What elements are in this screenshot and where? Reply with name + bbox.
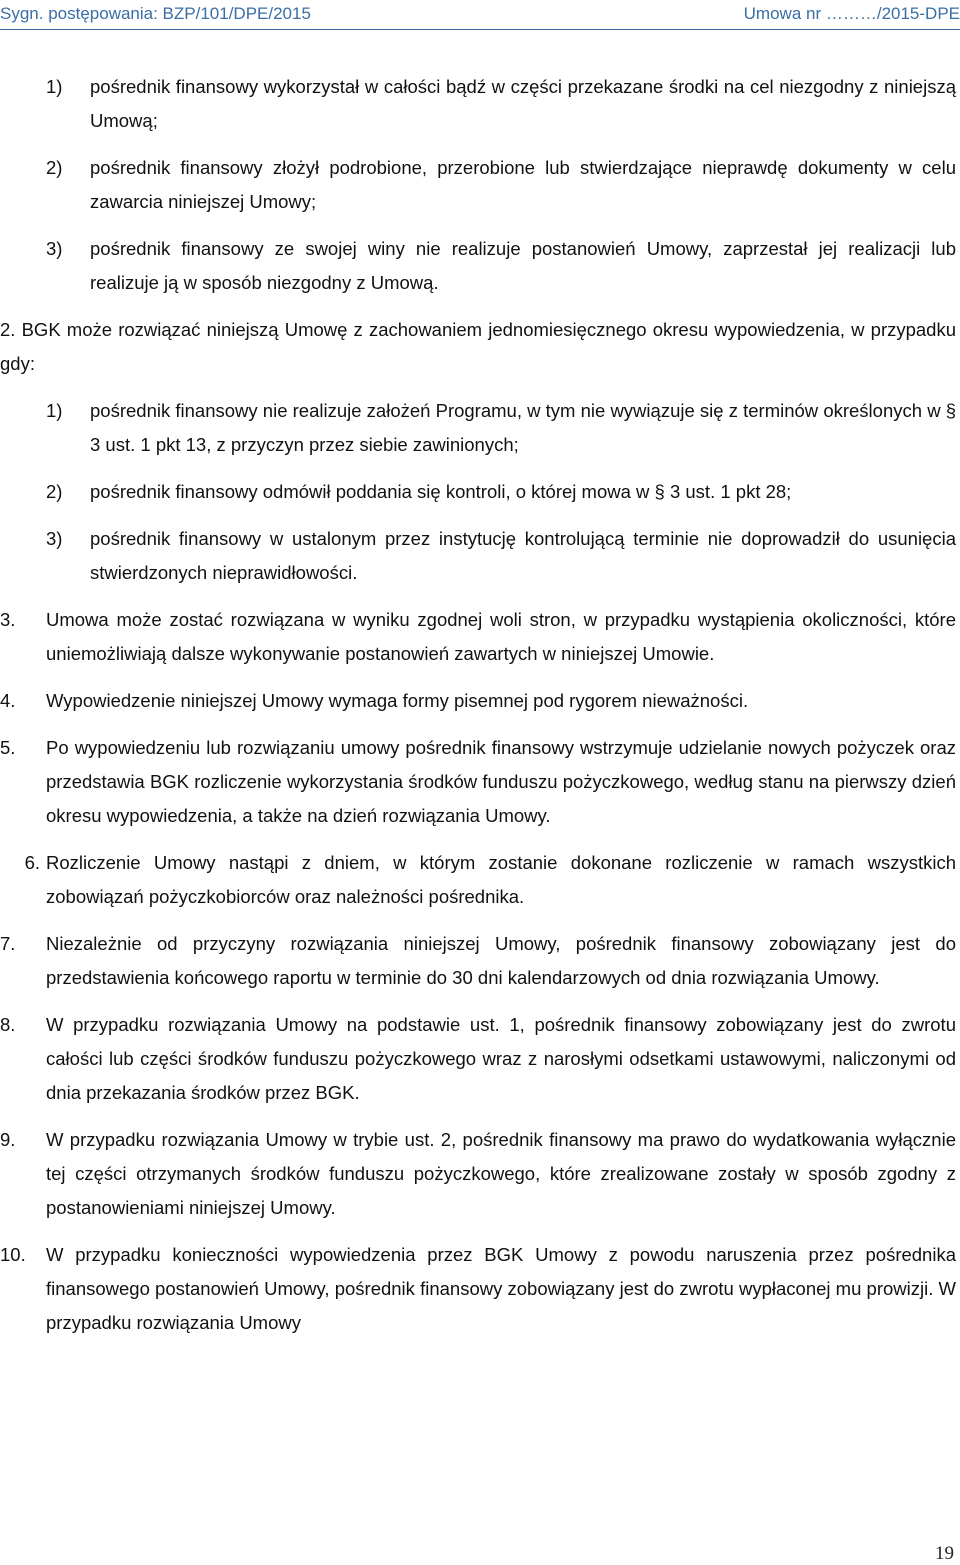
list-item	[0, 232, 960, 300]
paragraph-2	[0, 313, 960, 381]
paragraph-number: 6.	[24, 852, 40, 873]
paragraph-9	[0, 1123, 960, 1225]
list-item-text: pośrednik finansowy ze swojej winy nie realizuje postanowień Umowy, zaprzestał jej realizacji lub realizuje ją w sposób niezgodny z Umową.	[90, 238, 956, 293]
list-item-text: pośrednik finansowy w ustalonym przez instytucję kontrolującą terminie nie doprowadził do usunięcia stwierdzonych nieprawidłowości.	[90, 528, 956, 583]
paragraph-text: W przypadku konieczności wypowiedzenia przez BGK Umowy z powodu naruszenia przez pośrednika finansowego postanowień Umowy, pośrednik finansowy zobowiązany jest do zwrotu wypłaconej mu prowizji. W przypadku rozwiązania Umowy	[46, 1244, 956, 1333]
document-body	[0, 70, 960, 1353]
procedure-reference: Sygn. postępowania: BZP/101/DPE/2015	[0, 4, 311, 23]
list-item-number: 2)	[46, 481, 63, 502]
list-item-number: 2)	[46, 157, 63, 178]
paragraph-number: 2.	[0, 319, 16, 340]
paragraph-number: 8.	[0, 1014, 16, 1035]
list-item	[0, 151, 960, 219]
list-item-text: pośrednik finansowy odmówił poddania się kontroli, o której mowa w § 3 ust. 1 pkt 28;	[90, 481, 792, 502]
paragraph-text: Umowa może zostać rozwiązana w wyniku zgodnej woli stron, w przypadku wystąpienia okoliczności, które uniemożliwiają dalsze wykonywanie postanowień zawartych w niniejszej Umowie.	[46, 609, 956, 664]
page-number: 19	[935, 1543, 954, 1564]
list-item-number: 3)	[46, 528, 63, 549]
list-item	[0, 70, 960, 138]
paragraph-5	[0, 731, 960, 833]
list-item	[0, 522, 960, 590]
paragraph-number: 4.	[0, 690, 16, 711]
paragraph-number: 5.	[0, 737, 16, 758]
list-item-text: pośrednik finansowy wykorzystał w całości bądź w części przekazane środki na cel niezgodny z niniejszą Umową;	[90, 76, 956, 131]
paragraph-number: 7.	[0, 933, 16, 954]
list-item	[0, 475, 960, 509]
paragraph-10	[0, 1238, 960, 1340]
list-item-number: 1)	[46, 400, 63, 421]
list-item	[0, 394, 960, 462]
list-item-text: pośrednik finansowy nie realizuje założeń Programu, w tym nie wywiązuje się z terminów określonych w § 3 ust. 1 pkt 13, z przyczyn przez siebie zawinionych;	[90, 400, 956, 455]
paragraph-number: 3.	[0, 609, 16, 630]
header-divider	[0, 29, 960, 30]
paragraph-text: Rozliczenie Umowy nastąpi z dniem, w którym zostanie dokonane rozliczenie w ramach wszystkich zobowiązań pożyczkobiorców oraz należności pośrednika.	[46, 852, 956, 907]
page-header	[0, 0, 960, 32]
paragraph-text: BGK może rozwiązać niniejszą Umowę z zachowaniem jednomiesięcznego okresu wypowiedzenia, w przypadku gdy:	[0, 319, 957, 374]
paragraph-text: W przypadku rozwiązania Umowy na podstawie ust. 1, pośrednik finansowy zobowiązany jest do zwrotu całości lub części środków funduszu pożyczkowego wraz z narosłymi odsetkami ustawowymi, naliczonymi od dnia przekazania środków przez BGK.	[46, 1014, 956, 1103]
paragraph-text: W przypadku rozwiązania Umowy w trybie ust. 2, pośrednik finansowy ma prawo do wydatkowania wyłącznie tej części otrzymanych środków funduszu pożyczkowego, które zrealizowane zostały w sposób zgodny z postanowieniami niniejszej Umowy.	[46, 1129, 956, 1218]
paragraph-text: Po wypowiedzeniu lub rozwiązaniu umowy pośrednik finansowy wstrzymuje udzielanie nowych pożyczek oraz przedstawia BGK rozliczenie wykorzystania środków funduszu pożyczkowego, według stanu na pierwszy dzień okresu wypowiedzenia, a także na dzień rozwiązania Umowy.	[46, 737, 956, 826]
list-item-number: 1)	[46, 76, 63, 97]
paragraph-7	[0, 927, 960, 995]
paragraph-8	[0, 1008, 960, 1110]
paragraph-number: 10.	[0, 1244, 26, 1265]
paragraph-6	[0, 846, 960, 914]
paragraph-4	[0, 684, 960, 718]
paragraph-3	[0, 603, 960, 671]
paragraph-text: Niezależnie od przyczyny rozwiązania niniejszej Umowy, pośrednik finansowy zobowiązany jest do przedstawienia końcowego raportu w terminie do 30 dni kalendarzowych od dnia rozwiązania Umowy.	[46, 933, 956, 988]
paragraph-number: 9.	[0, 1129, 16, 1150]
list-item-text: pośrednik finansowy złożył podrobione, przerobione lub stwierdzające nieprawdę dokumenty w celu zawarcia niniejszej Umowy;	[90, 157, 956, 212]
paragraph-text: Wypowiedzenie niniejszej Umowy wymaga formy pisemnej pod rygorem nieważności.	[46, 690, 749, 711]
list-item-number: 3)	[46, 238, 63, 259]
contract-number: Umowa nr ………/2015-DPE	[743, 4, 960, 23]
